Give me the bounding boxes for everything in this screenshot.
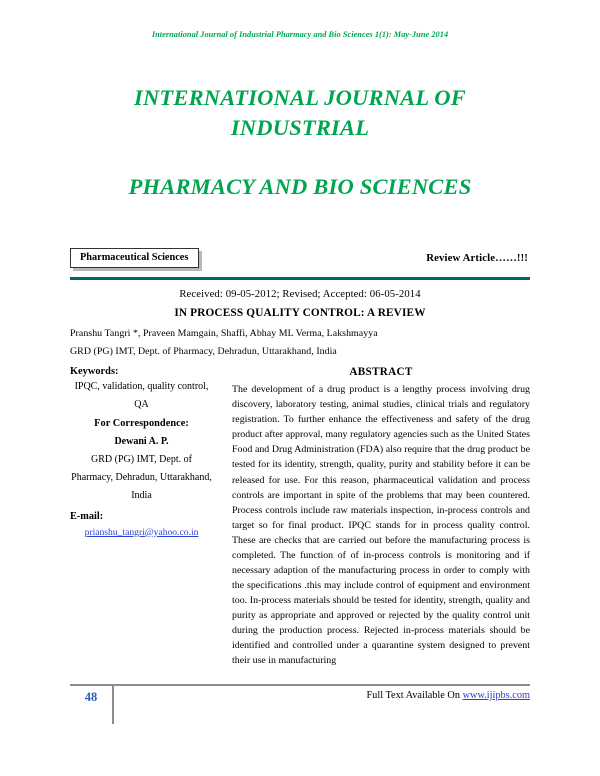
correspondence-name: Dewani A. P. [114,436,169,448]
header-divider-rule [70,277,530,280]
masthead-line-1: INTERNATIONAL JOURNAL OF INDUSTRIAL [134,84,466,140]
correspondence-label: For Correspondence: [94,418,189,430]
correspondence-address: GRD (PG) IMT, Dept. of Pharmacy, Dehradun, Uttarakhand, India [71,454,212,501]
article-title: IN PROCESS QUALITY CONTROL: A REVIEW [174,307,426,320]
abstract-text: The development of a drug product is a lengthy process involving drug discovery, laboratory testing, animal studies, clinical trials and regulatory registration. To further enhance the effectiveness and safety of the drug product after approval, many regulatory agencies such as the United States Food and Drug Administration (FDA) also require that the drug product be tested for its identity, strength, quality, purity and stability before it can be released for use. For this reason, pharmaceutical validation and process controls are important in spite of the problems that may been countered. Process controls include raw materials inspection, in-process controls and target so for final product. IPQC stands for in process quality control. These are checks that are carried out before the manufacturing process is completed. The function of of in-process controls is monitoring and if necessary adaption of the manufacturing process in order to comply with the specifications .this may include control of equipment and environment too. In-process materials should be tested for identity, strength, quality and purity as appropriate and approved or rejected by the quality control unit during the production process. Rejected in-process materials should be identified and controlled under a quarantine system designed to prevent their use in manufacturing [232,384,530,667]
journal-website-link[interactable]: www.ijipbs.com [462,690,530,701]
abstract-column [232,366,530,668]
article-type-label: Review Article……!!! [426,252,528,265]
keywords-value: IPQC, validation, quality control, QA [74,381,209,410]
keywords-label: Keywords: [70,366,119,378]
category-and-type-row [70,247,530,269]
article-body-columns [70,366,530,668]
article-affiliation: GRD (PG) IMT, Dept. of Pharmacy, Dehradun, Uttarakhand, India [70,346,337,358]
journal-masthead [70,53,530,231]
category-badge: Pharmaceutical Sciences [70,248,199,268]
footer-row [70,686,530,724]
full-text-label: Full Text Available On [366,690,463,701]
page-number: 48 [84,690,98,704]
article-dates: Received: 09-05-2012; Revised; Accepted: 06-05-2014 [179,288,421,301]
abstract-heading: ABSTRACT [349,366,413,379]
page-footer [70,684,530,724]
journal-running-head: International Journal of Industrial Pharmacy and Bio Sciences 1(1): May-June 2014 [151,30,449,39]
masthead-line-2: PHARMACY AND BIO SCIENCES [128,173,472,199]
email-label: E-mail: [70,510,104,522]
full-text-availability [114,686,530,724]
email-link[interactable]: prianshu_tangri@yahoo.co.in [84,526,199,538]
article-authors: Pranshu Tangri *, Praveen Mamgain, Shaffi, Abhay ML Verma, Lakshmayya [70,328,378,340]
metadata-sidebar [70,366,213,537]
